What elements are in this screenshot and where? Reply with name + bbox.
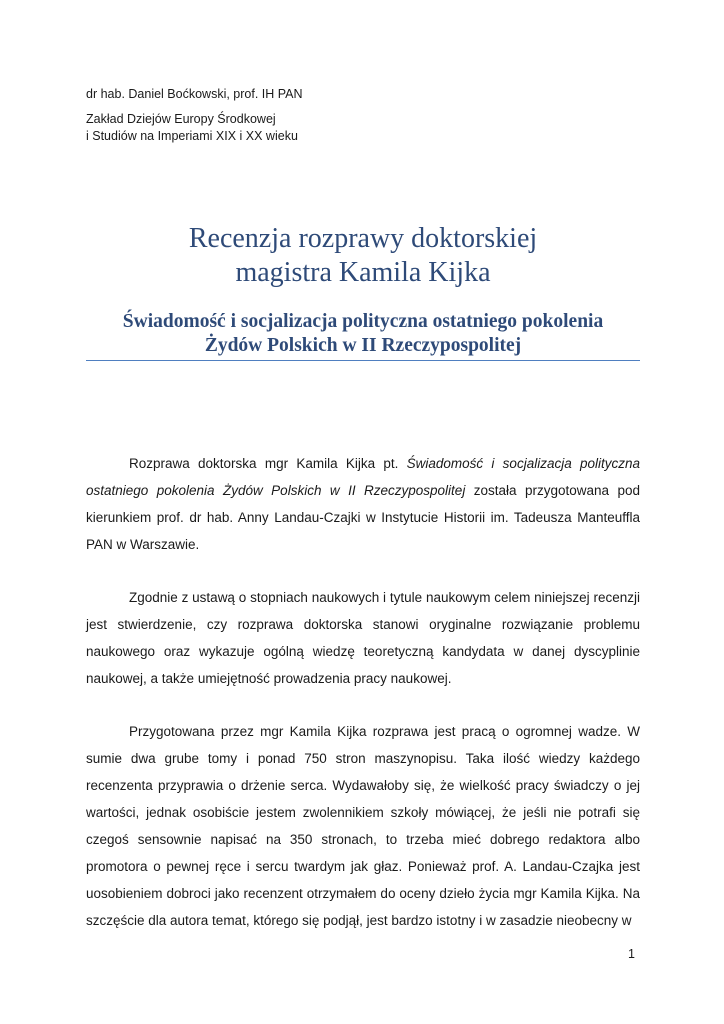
- subtitle-line-1: Świadomość i socjalizacja polityczna ostatniego pokolenia: [122, 311, 604, 332]
- title-line-2: magistra Kamila Kijka: [235, 257, 491, 288]
- document-header: [86, 86, 303, 145]
- paragraph-1-intro: Rozprawa doktorska mgr Kamila Kijka pt.: [129, 456, 407, 471]
- document-subtitle: [86, 310, 640, 358]
- review-body: [86, 450, 640, 960]
- subtitle-line-2: Żydów Polskich w II Rzeczypospolitej: [204, 335, 522, 356]
- title-line-1: Recenzja rozprawy doktorskiej: [188, 223, 538, 254]
- title-divider: [86, 360, 640, 361]
- paragraph-2: Zgodnie z ustawą o stopniach naukowych i tytule naukowym celem niniejszej recenzji jest stwierdzenie, czy rozprawa doktorska stanowi oryginalne rozwiązanie problemu naukowego oraz wykazuje ogólną wiedzę teoretyczną kandydata w danej dyscyplinie naukowej, a także umiejętność prowadzenia pracy naukowej.: [86, 590, 640, 686]
- document-title: [86, 222, 640, 290]
- affiliation-line-1: Zakład Dziejów Europy Środkowej: [86, 112, 276, 126]
- title-block: [86, 222, 640, 358]
- paragraph-1: [86, 450, 640, 558]
- paragraph-3: Przygotowana przez mgr Kamila Kijka rozprawa jest pracą o ogromnej wadze. W sumie dwa grube tomy i ponad 750 stron maszynopisu. Taka ilość wiedzy każdego recenzenta przyprawia o drżenie serca. Wydawałoby się, że wielkość pracy świadczy o jej wartości, jednak osobiście jestem zwolennikiem szkoły mówiącej, że jeśli nie potrafi się czegoś sensownie napisać na 350 stronach, to trzeba mieć dobrego redaktora albo promotora o pewnej ręce i sercu twardym jak głaz. Ponieważ prof. A. Landau-Czajka jest uosobieniem dobroci jako recenzent otrzymałem do oceny dzieło życia mgr Kamila Kijka. Na szczęście dla autora temat, którego się podjął, jest bardzo istotny i w zasadzie nieobecny w: [86, 724, 640, 928]
- author-line: dr hab. Daniel Boćkowski, prof. IH PAN: [86, 87, 303, 101]
- affiliation-line-2: i Studiów na Imperiami XIX i XX wieku: [86, 129, 298, 143]
- page-number: 1: [628, 947, 635, 961]
- dissertation-title: Świadomość i socjalizacja polityczna ostatniego pokolenia Żydów Polskich w II Rzeczypospolitej: [86, 456, 641, 498]
- paragraph-1-rest: została przygotowana pod kierunkiem prof. dr hab. Anny Landau-Czajki w Instytucie Historii im. Tadeusza Manteuffla PAN w Warszawie.: [86, 483, 640, 552]
